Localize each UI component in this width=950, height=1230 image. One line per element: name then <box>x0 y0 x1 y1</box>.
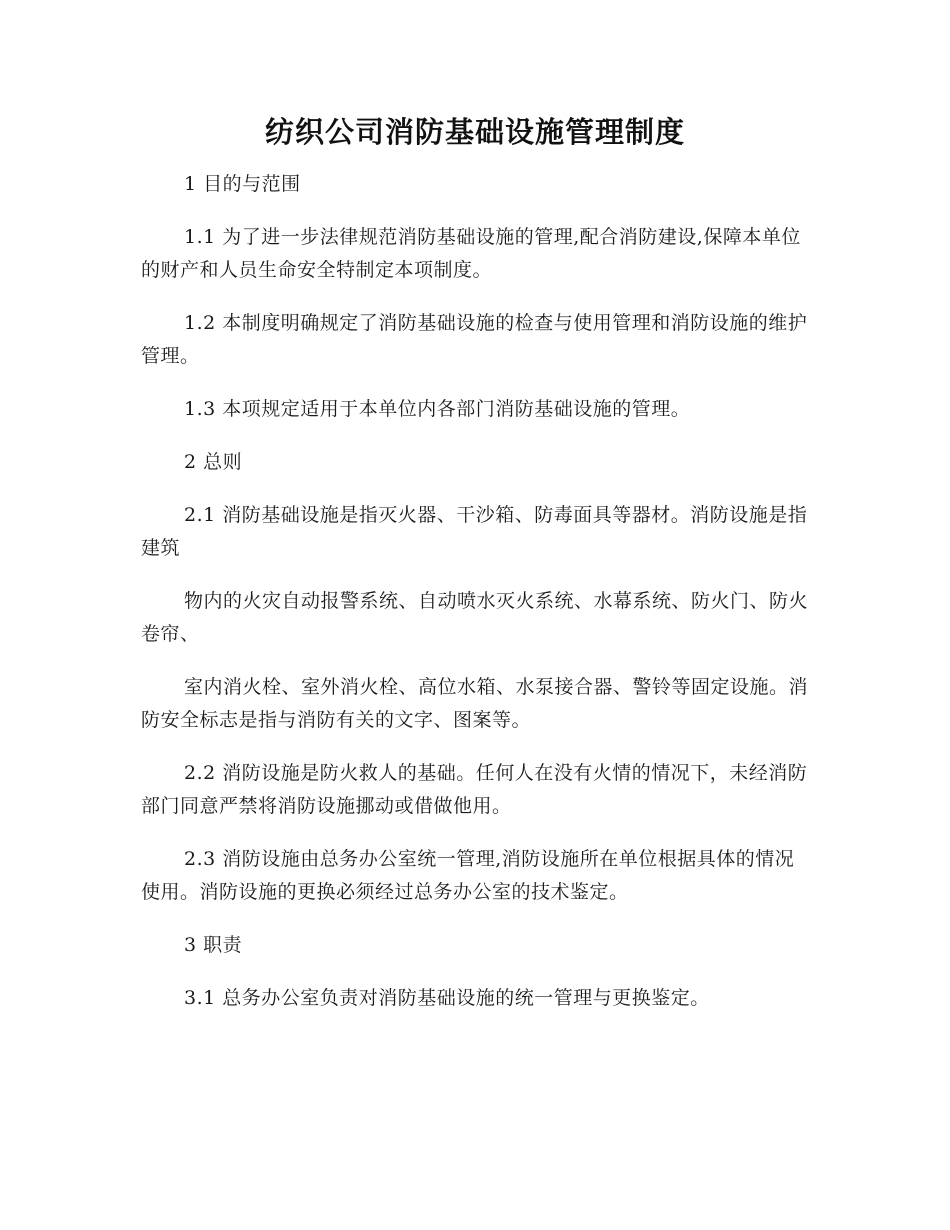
paragraph-2-2: 2.2 消防设施是防火救人的基础。任何人在没有火情的情况下，未经消防部门同意严禁将消防设施挪动或借做他用。 <box>141 762 808 817</box>
paragraph-2-1: 2.1 消防基础设施是指灭火器、干沙箱、防毒面具等器材。消防设施是指建筑 <box>141 504 808 559</box>
document-body <box>141 168 811 1035</box>
document-title: 纺织公司消防基础设施管理制度 <box>264 115 685 149</box>
paragraph-2-1-cont-b: 室内消火栓、室外消火栓、高位水箱、水泵接合器、警铃等固定设施。消防安全标志是指与消防有关的文字、图案等。 <box>141 676 809 731</box>
paragraph-1-2: 1.2 本制度明确规定了消防基础设施的检查与使用管理和消防设施的维护管理。 <box>141 312 808 367</box>
paragraph-2-1-cont-a: 物内的火灾自动报警系统、自动喷水灭火系统、水幕系统、防火门、防火卷帘、 <box>141 590 809 645</box>
paragraph-3-1: 3.1 总务办公室负责对消防基础设施的统一管理与更换鉴定。 <box>184 987 710 1009</box>
section-heading-2: 2 总则 <box>184 451 243 473</box>
paragraph-1-3: 1.3 本项规定适用于本单位内各部门消防基础设施的管理。 <box>184 398 691 420</box>
paragraph-1-1: 1.1 为了进一步法律规范消防基础设施的管理,配合消防建设,保障本单位的财产和人员生命安全特制定本项制度。 <box>141 226 801 281</box>
section-heading-1: 1 目的与范围 <box>184 173 301 195</box>
section-heading-3: 3 职责 <box>184 934 243 956</box>
paragraph-2-3: 2.3 消防设施由总务办公室统一管理,消防设施所在单位根据具体的情况使用。消防设施的更换必须经过总务办公室的技术鉴定。 <box>141 848 795 903</box>
